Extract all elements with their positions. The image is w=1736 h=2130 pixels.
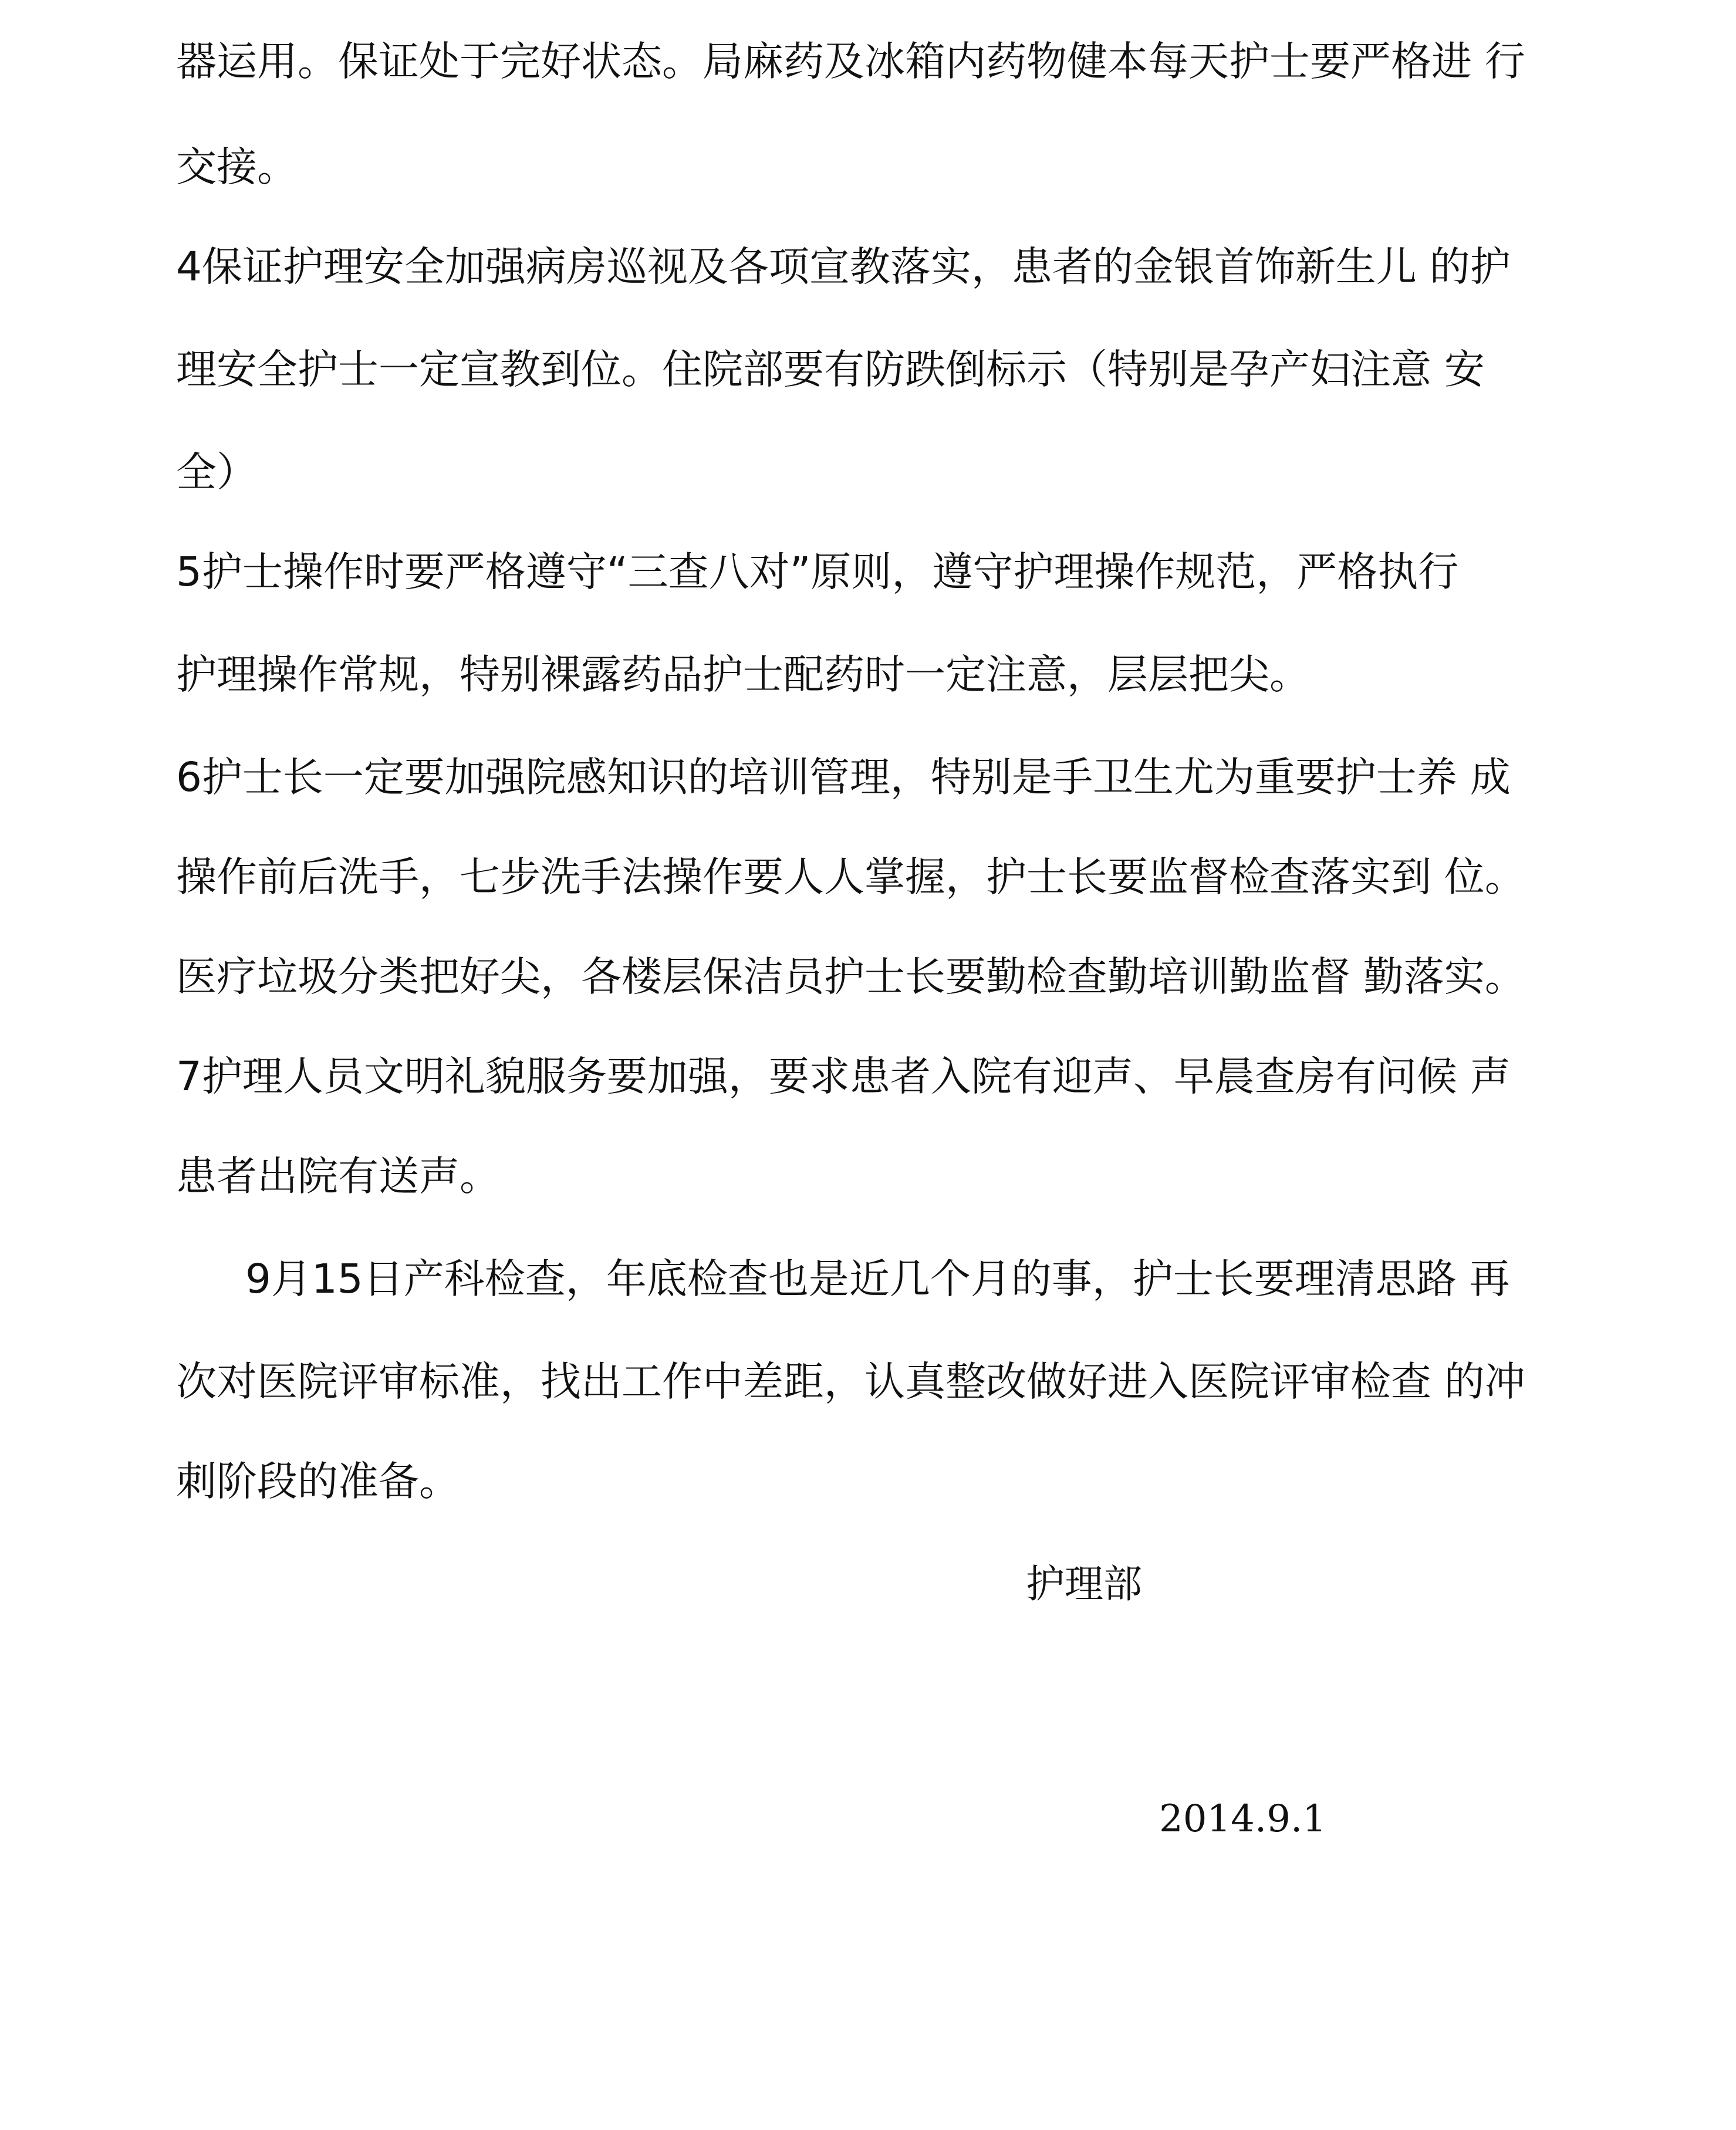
text-line: 4保证护理安全加强病房巡视及各项宣教落实，患者的金银首饰新生儿 的护	[176, 244, 1511, 290]
text-line: 9月15日产科检查，年底检查也是近几个月的事，护士长要理清思路 再	[245, 1256, 1510, 1303]
text-line: 5护士操作时要严格遵守“三查八对”原则，遵守护理操作规范，严格执行	[176, 549, 1459, 596]
document-date: 2014.9.1	[1159, 1797, 1326, 1841]
text-line: 7护理人员文明礼貌服务要加强，要求患者入院有迎声、早晨查房有问候 声	[176, 1053, 1511, 1100]
signature: 护理部	[1026, 1561, 1142, 1607]
text-line: 理安全护士一定宣教到位。住院部要有防跌倒标示（特别是孕产妇注意 安	[176, 346, 1485, 393]
text-line: 器运用。保证处于完好状态。局麻药及冰箱内药物健本每天护士要严格进 行	[176, 38, 1525, 85]
text-line: 操作前后洗手，七步洗手法操作要人人掌握，护士长要监督检查落实到 位。	[176, 854, 1525, 901]
text-line: 全）	[176, 449, 257, 496]
text-line: 医疗垃圾分类把好尖，各楼层保洁员护士长要勤检查勤培训勤监督 勤落实。	[176, 954, 1525, 1000]
text-line: 交接。	[176, 144, 298, 191]
text-line: 刺阶段的准备。	[176, 1458, 460, 1505]
text-line: 次对医院评审标准，找出工作中差距，认真整改做好进入医院评审检查 的冲	[176, 1358, 1525, 1405]
text-line: 6护士长一定要加强院感知识的培训管理，特别是手卫生尤为重要护士养 成	[176, 754, 1511, 801]
text-line: 患者出院有送声。	[176, 1153, 500, 1200]
text-line: 护理操作常规，特别裸露药品护士配药时一定注意，层层把尖。	[176, 651, 1310, 698]
